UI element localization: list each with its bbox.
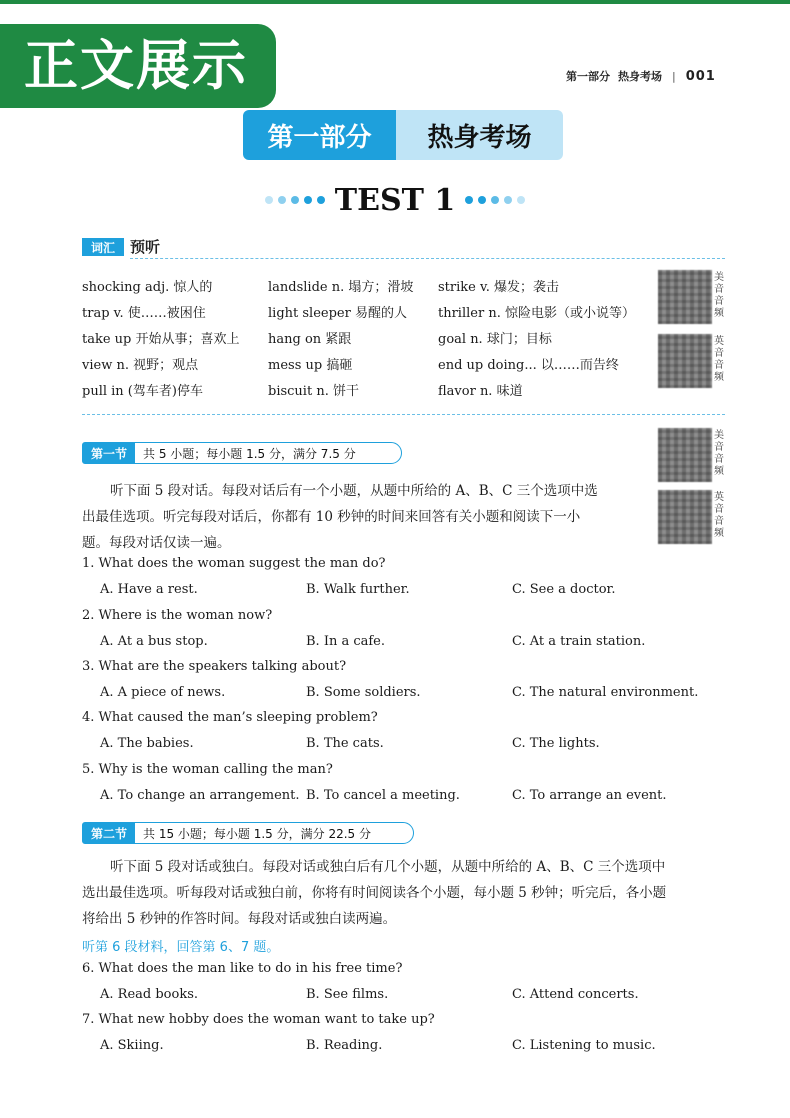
vocab-label: 预听 bbox=[130, 238, 161, 256]
question-2: 2. Where is the woman now? bbox=[82, 608, 273, 623]
running-head-divider: | bbox=[672, 69, 676, 83]
section2-info: 共 15 小题；每小题 1.5 分，满分 22.5 分 bbox=[143, 826, 371, 841]
dot-icon bbox=[304, 196, 312, 204]
instruction-line bbox=[82, 854, 732, 880]
part-title bbox=[243, 110, 563, 160]
option-b[interactable]: B. See films. bbox=[306, 987, 389, 1002]
top-rule bbox=[0, 0, 790, 4]
qr-label: 美音音频 bbox=[714, 272, 724, 319]
test-title: TEST 1 bbox=[334, 182, 456, 218]
vocab-item: strike v. 爆发；袭击 bbox=[438, 280, 560, 295]
option-c[interactable]: C. Listening to music. bbox=[512, 1038, 656, 1053]
option-b[interactable]: B. Some soldiers. bbox=[306, 685, 421, 700]
page-number: 001 bbox=[685, 68, 716, 84]
option-c[interactable]: C. The lights. bbox=[512, 736, 600, 751]
vocab-item: take up 开始从事；喜欢上 bbox=[82, 332, 240, 347]
vocab-row bbox=[82, 298, 652, 324]
question-1: 1. What does the woman suggest the man do? bbox=[82, 556, 386, 571]
qr-label: 英音音频 bbox=[714, 336, 724, 383]
section1-header bbox=[82, 442, 402, 464]
dot-icon bbox=[291, 196, 299, 204]
vocab-item: pull in (驾车者)停车 bbox=[82, 384, 203, 399]
instruction-line bbox=[82, 478, 652, 504]
vocab-list bbox=[82, 272, 652, 402]
qr-code-british-audio[interactable] bbox=[658, 490, 712, 544]
vocab-item: hang on 紧跟 bbox=[268, 332, 352, 347]
question-4: 4. What caused the man’s sleeping problem? bbox=[82, 710, 378, 725]
content-preview-banner bbox=[0, 24, 276, 108]
section2-tag: 第二节 bbox=[83, 823, 135, 843]
option-b[interactable]: B. In a cafe. bbox=[306, 634, 386, 649]
instruction-text: 听下面 5 段对话。每段对话后有一个小题，从题中所给的 A、B、C 三个选项中选 bbox=[110, 483, 598, 499]
section1-instructions bbox=[82, 478, 652, 556]
test-heading bbox=[0, 180, 790, 220]
left-dots-decoration bbox=[265, 196, 325, 204]
vocab-item: mess up 搞砸 bbox=[268, 358, 353, 373]
option-a[interactable]: A. At a bus stop. bbox=[100, 634, 208, 649]
running-head-title: 热身考场 bbox=[618, 70, 662, 83]
qr-code-british-audio[interactable] bbox=[658, 334, 712, 388]
option-b[interactable]: B. The cats. bbox=[306, 736, 384, 751]
dot-icon bbox=[278, 196, 286, 204]
vocab-item: light sleeper 易醒的人 bbox=[268, 306, 407, 321]
vocab-tag: 词汇 bbox=[82, 238, 124, 256]
instruction-text: 听下面 5 段对话或独白。每段对话或独白后有几个小题，从题中所给的 A、B、C 三个选项中 bbox=[110, 859, 666, 875]
option-a[interactable]: A. Have a rest. bbox=[100, 582, 198, 597]
vocab-item: view n. 视野；观点 bbox=[82, 358, 199, 373]
part-title-number: 第一部分 bbox=[243, 110, 396, 160]
running-head-part: 第一部分 bbox=[566, 70, 610, 83]
vocab-row bbox=[82, 350, 652, 376]
dot-icon bbox=[491, 196, 499, 204]
right-dots-decoration bbox=[465, 196, 525, 204]
options-5 bbox=[100, 788, 720, 806]
section2-instructions bbox=[82, 854, 732, 932]
dot-icon bbox=[317, 196, 325, 204]
vocab-item: end up doing... 以……而告终 bbox=[438, 358, 619, 373]
dot-icon bbox=[265, 196, 273, 204]
question-3: 3. What are the speakers talking about? bbox=[82, 659, 347, 674]
section2-header bbox=[82, 822, 414, 844]
question-5: 5. Why is the woman calling the man? bbox=[82, 762, 333, 777]
running-head bbox=[566, 68, 716, 84]
option-c[interactable]: C. The natural environment. bbox=[512, 685, 699, 700]
option-c[interactable]: C. See a doctor. bbox=[512, 582, 616, 597]
vocab-item: goal n. 球门；目标 bbox=[438, 332, 552, 347]
vocab-underline bbox=[130, 258, 725, 259]
vocab-item: thriller n. 惊险电影（或小说等） bbox=[438, 306, 635, 321]
question-7: 7. What new hobby does the woman want to take up? bbox=[82, 1012, 435, 1027]
option-a[interactable]: A. Read books. bbox=[100, 987, 198, 1002]
question-6: 6. What does the man like to do in his free time? bbox=[82, 961, 403, 976]
option-b[interactable]: B. To cancel a meeting. bbox=[306, 788, 460, 803]
vocab-item: shocking adj. 惊人的 bbox=[82, 280, 213, 295]
instruction-line: 选出最佳选项。听每段对话或独白前，你将有时间阅读各个小题，每小题 5 秒钟；听完后，各小题 bbox=[82, 885, 667, 901]
vocab-item: landslide n. 塌方；滑坡 bbox=[268, 280, 414, 295]
options-2 bbox=[100, 634, 720, 652]
vocab-item: trap v. 使……被困住 bbox=[82, 306, 206, 321]
option-c[interactable]: C. Attend concerts. bbox=[512, 987, 639, 1002]
vocab-header bbox=[82, 236, 725, 260]
vocab-item: biscuit n. 饼干 bbox=[268, 384, 359, 399]
banner-text: 正文展示 bbox=[24, 34, 248, 97]
options-3 bbox=[100, 685, 720, 703]
dot-icon bbox=[465, 196, 473, 204]
dot-icon bbox=[478, 196, 486, 204]
material-note: 听第 6 段材料，回答第 6、7 题。 bbox=[82, 940, 280, 955]
options-6 bbox=[100, 987, 720, 1005]
option-c[interactable]: C. At a train station. bbox=[512, 634, 646, 649]
vocab-item: flavor n. 味道 bbox=[438, 384, 523, 399]
options-7 bbox=[100, 1038, 720, 1056]
instruction-line: 将给出 5 秒钟的作答时间。每段对话或独白读两遍。 bbox=[82, 911, 397, 927]
dot-icon bbox=[517, 196, 525, 204]
option-b[interactable]: B. Walk further. bbox=[306, 582, 410, 597]
qr-label: 美音音频 bbox=[714, 430, 724, 477]
option-a[interactable]: A. A piece of news. bbox=[100, 685, 226, 700]
dot-icon bbox=[504, 196, 512, 204]
instruction-line: 出最佳选项。听完每段对话后，你都有 10 秒钟的时间来回答有关小题和阅读下一小 bbox=[82, 509, 581, 525]
options-4 bbox=[100, 736, 720, 754]
vocab-row bbox=[82, 376, 652, 402]
option-a[interactable]: A. To change an arrangement. bbox=[100, 788, 300, 803]
options-1 bbox=[100, 582, 720, 600]
qr-code-american-audio[interactable] bbox=[658, 270, 712, 324]
section1-tag: 第一节 bbox=[83, 443, 135, 463]
instruction-line: 题。每段对话仅读一遍。 bbox=[82, 535, 231, 551]
option-b[interactable]: B. Reading. bbox=[306, 1038, 383, 1053]
option-c[interactable]: C. To arrange an event. bbox=[512, 788, 667, 803]
vocab-row bbox=[82, 324, 652, 350]
qr-code-american-audio[interactable] bbox=[658, 428, 712, 482]
section1-info: 共 5 小题；每小题 1.5 分，满分 7.5 分 bbox=[143, 446, 356, 461]
section-divider bbox=[82, 414, 725, 415]
part-title-name: 热身考场 bbox=[396, 110, 563, 160]
vocab-row bbox=[82, 272, 652, 298]
option-a[interactable]: A. Skiing. bbox=[100, 1038, 164, 1053]
qr-label: 英音音频 bbox=[714, 492, 724, 539]
option-a[interactable]: A. The babies. bbox=[100, 736, 194, 751]
